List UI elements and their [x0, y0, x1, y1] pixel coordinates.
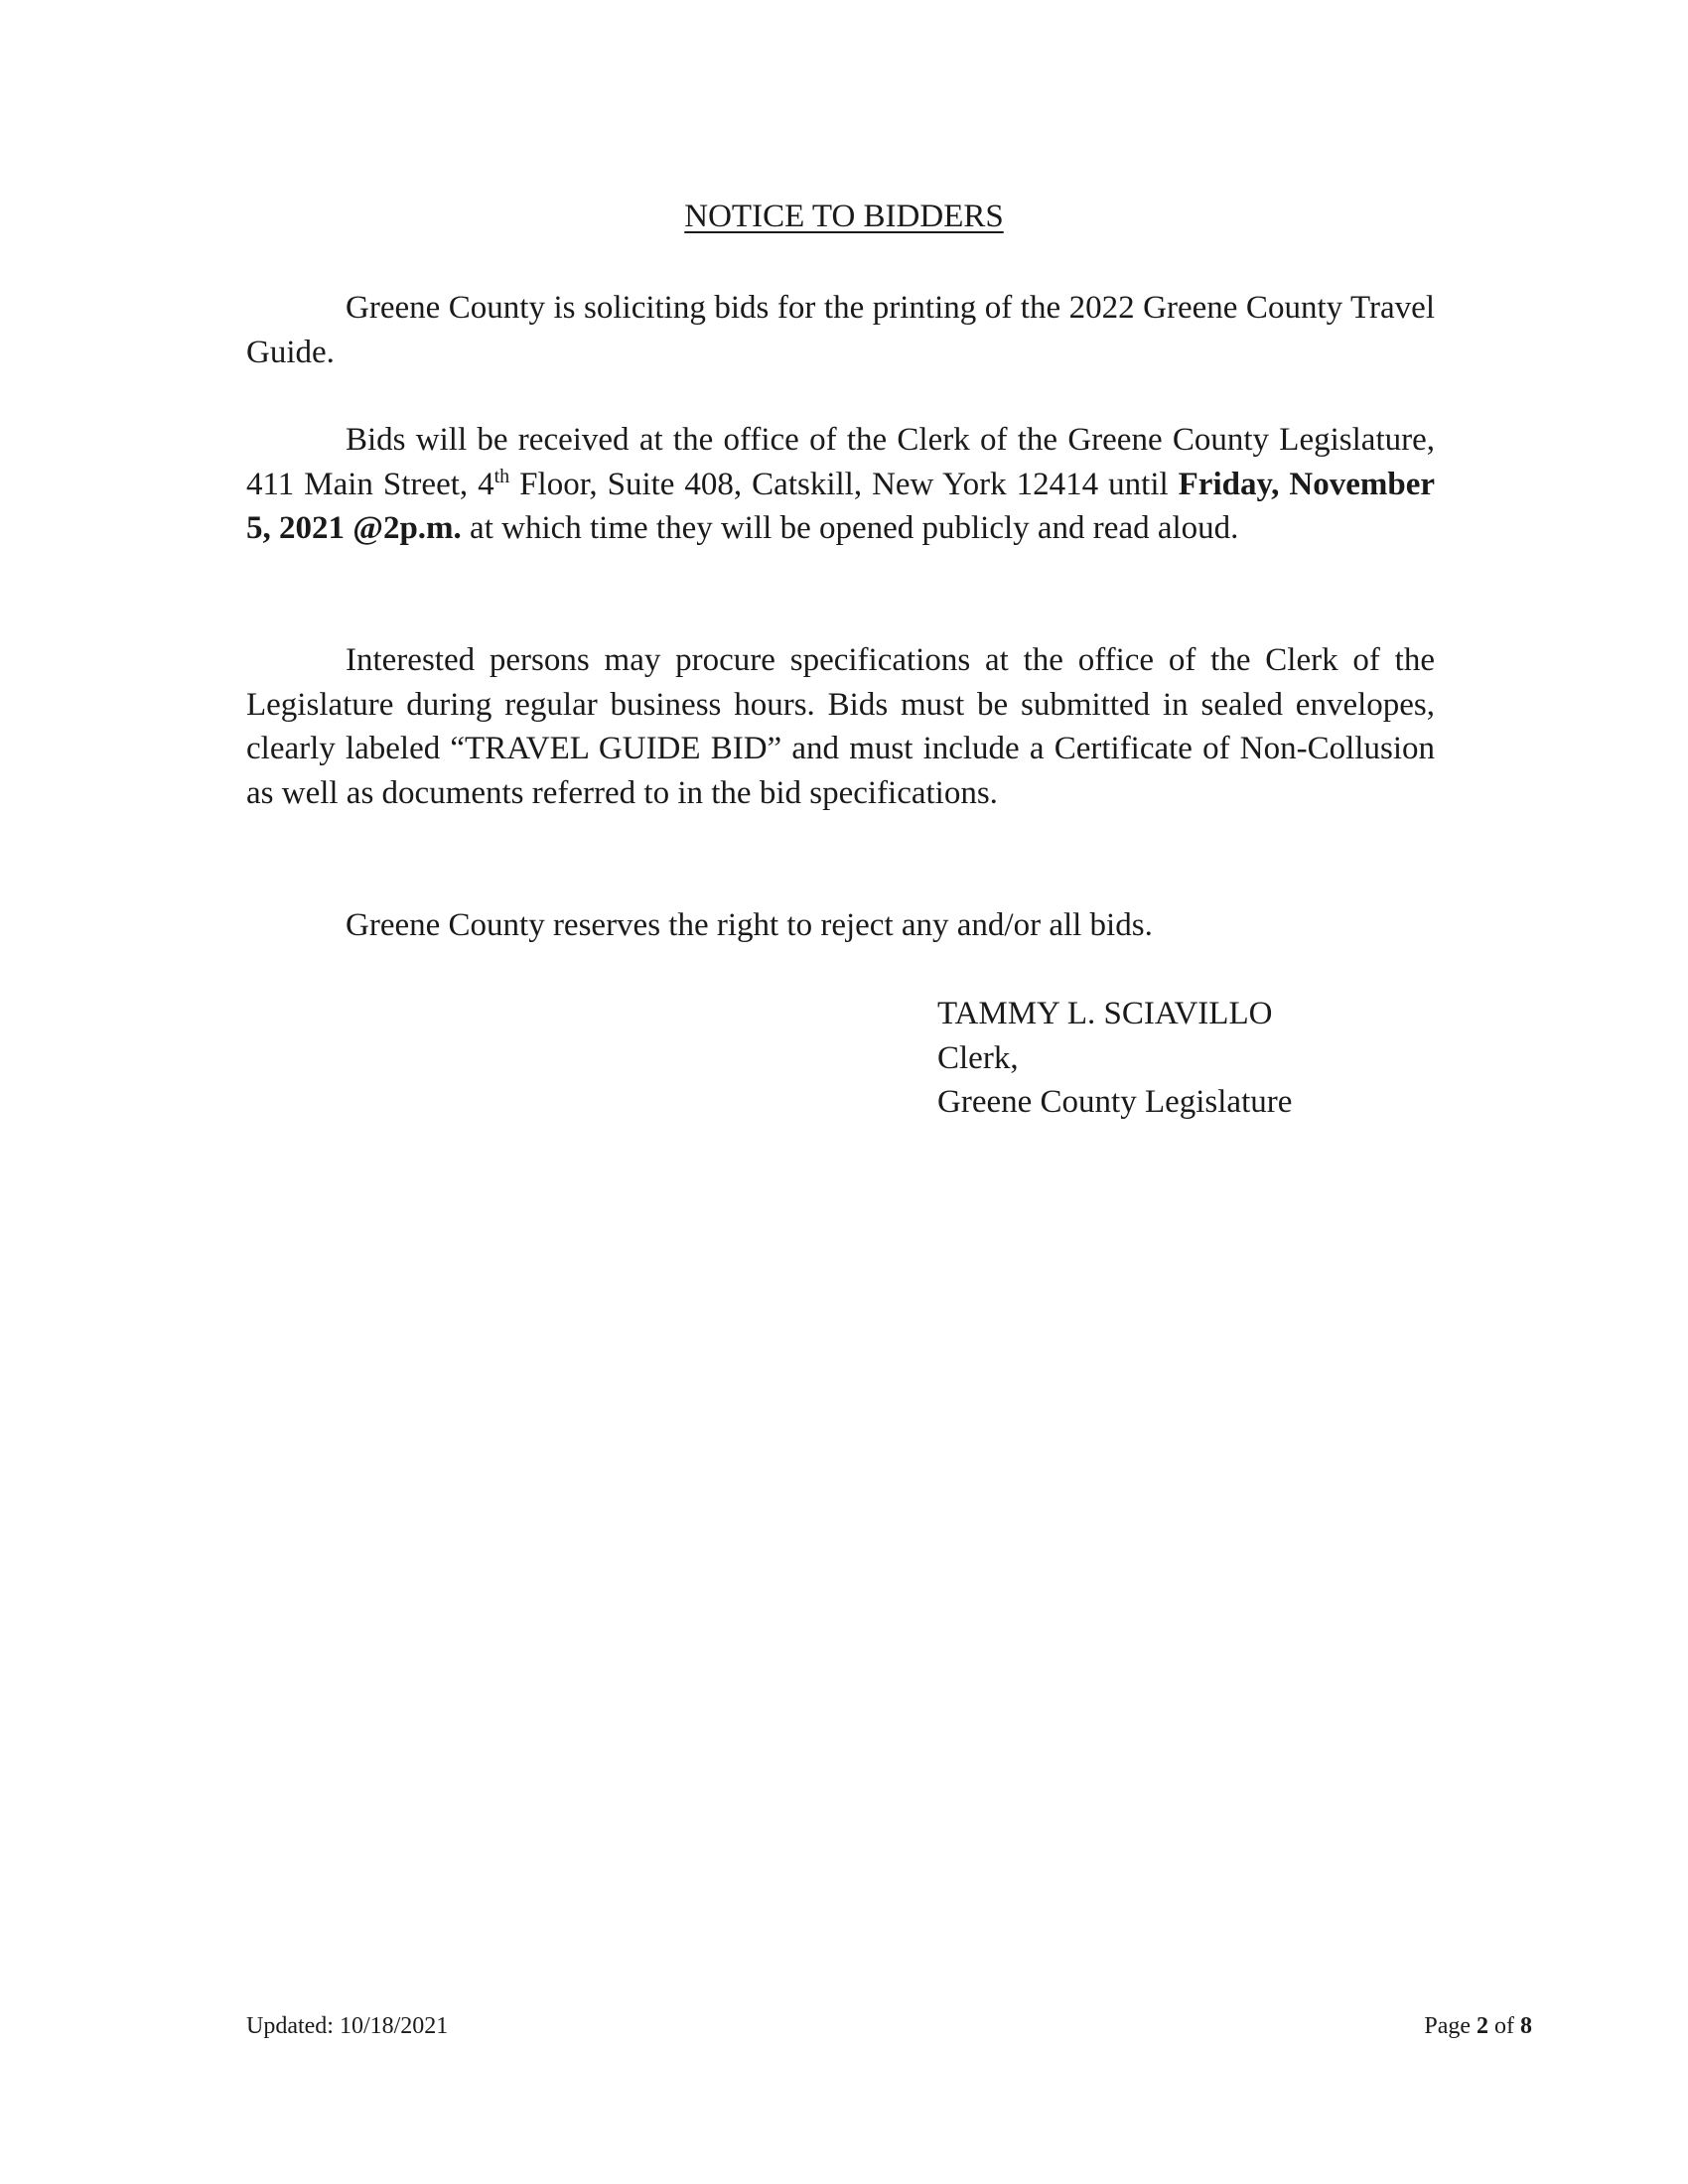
page-current: 2	[1477, 2013, 1488, 2039]
title-text: NOTICE TO BIDDERS	[684, 199, 1004, 234]
paragraph-bid-receipt	[246, 418, 1435, 551]
bid-deadline: Friday, November 5, 2021 @2p.m.	[246, 466, 1435, 546]
page-title	[0, 195, 1688, 238]
paragraph-specifications: Interested persons may procure specifications at the office of the Clerk of the Legislature during regular business hours. Bids must be submitted in sealed envelopes, clearly labeled “TRAVEL GUIDE BID” and must include a Certificate of Non-Collusion as well as documents referred to in the bid specifications.	[246, 642, 1435, 811]
signature-block	[937, 992, 1292, 1125]
footer-updated-date: Updated: 10/18/2021	[246, 2013, 449, 2039]
page-prefix: Page	[1424, 2013, 1477, 2039]
signatory-role: Clerk,	[937, 1039, 1019, 1076]
page-total: 8	[1520, 2013, 1532, 2039]
floor-superscript: th	[493, 465, 510, 487]
page-of: of	[1488, 2013, 1520, 2039]
bid-receipt-text-3: at which time they will be opened publicly and read aloud.	[461, 510, 1239, 546]
paragraph-reservation: Greene County reserves the right to reject any and/or all bids.	[346, 907, 1153, 943]
signatory-name: TAMMY L. SCIAVILLO	[937, 996, 1273, 1031]
footer-page-number	[1424, 2011, 1532, 2041]
signatory-organization: Greene County Legislature	[937, 1084, 1293, 1120]
bid-receipt-text-2: Floor, Suite 408, Catskill, New York 12414 until	[509, 466, 1179, 502]
paragraph-solicitation: Greene County is soliciting bids for the printing of the 2022 Greene County Travel Guide.	[246, 290, 1435, 370]
bid-receipt-text-1: Bids will be received at the office of the Clerk of the Greene County Legislature, 411 Main Street, 4	[246, 422, 1435, 502]
